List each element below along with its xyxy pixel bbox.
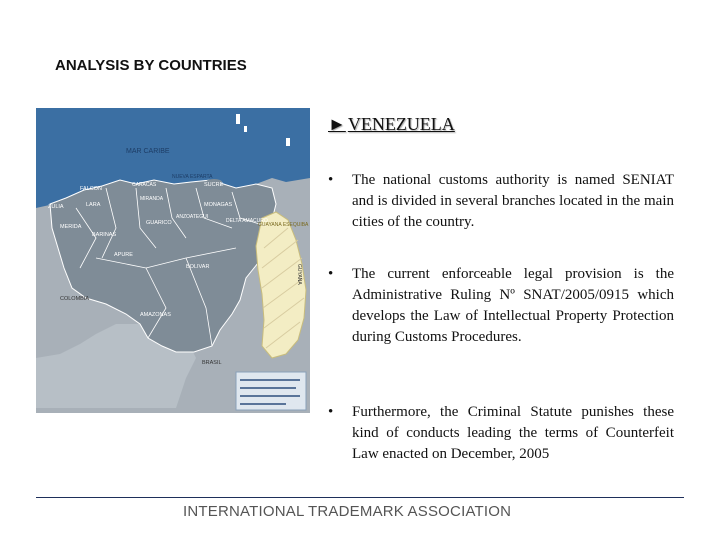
map-label-nueva-esparta: NUEVA ESPARTA [172, 174, 213, 180]
bullet-icon: • [328, 172, 334, 188]
map-label-caracas: CARACAS [132, 182, 157, 188]
bullet-icon: • [328, 404, 334, 420]
map-label-monagas: MONAGAS [204, 202, 233, 208]
map-label-guarico: GUARICO [146, 220, 172, 226]
footer-divider [36, 497, 684, 498]
bullet-item [322, 170, 674, 233]
bullet-icon: • [328, 266, 334, 282]
bullet-item [322, 264, 674, 348]
map-label-guayana-esequiba: GUAYANA ESEQUIBA [258, 222, 309, 228]
map-label-anzoategui: ANZOATEGUI [176, 214, 209, 220]
map-label-lara: LARA [86, 202, 101, 208]
island-mark-2 [244, 126, 247, 132]
venezuela-map [36, 108, 310, 413]
bullet-text: The current enforceable legal provision is the Administrative Ruling Nº SNAT/2005/0915 which develops the Law of Intellectual Property Protection during Customs Procedures. [352, 266, 674, 345]
map-label-apure: APURE [114, 252, 133, 258]
map-label-barinas: BARINAS [92, 232, 117, 238]
map-label-colombia: COLOMBIA [60, 296, 90, 302]
bullet-item [322, 402, 674, 465]
arrow-icon: ► [328, 114, 346, 134]
map-label-merida: MERIDA [60, 224, 82, 230]
map-label-amazonas: AMAZONAS [140, 312, 171, 318]
map-label-miranda: MIRANDA [140, 196, 164, 202]
map-label-sucre: SUCRE [204, 182, 224, 188]
map-label-guyana: GUYANA [296, 264, 302, 285]
map-label-brasil: BRASIL [202, 360, 222, 366]
sea-label: MAR CARIBE [126, 148, 170, 155]
bullet-text: The national customs authority is named SENIAT and is divided in several branches located in the main cities of the country. [352, 172, 674, 230]
country-heading [328, 114, 455, 135]
map-label-bolivar: BOLIVAR [186, 264, 210, 270]
map-label-delta-amacuro: DELTA AMACURO [226, 218, 268, 224]
country-heading-label: VENEZUELA [347, 114, 455, 134]
slide-title: ANALYSIS BY COUNTRIES [55, 57, 247, 74]
map-label-zulia: ZULIA [48, 204, 64, 210]
footer-text: INTERNATIONAL TRADEMARK ASSOCIATION [183, 503, 512, 520]
map-label-falcon: FALCON [80, 186, 103, 192]
island-mark-1 [236, 114, 240, 124]
bullet-text: Furthermore, the Criminal Statute punishes these kind of conducts leading the terms of Counterfeit Law enacted on December, 2005 [352, 404, 674, 462]
map-svg [36, 108, 310, 413]
island-mark-3 [286, 138, 290, 146]
